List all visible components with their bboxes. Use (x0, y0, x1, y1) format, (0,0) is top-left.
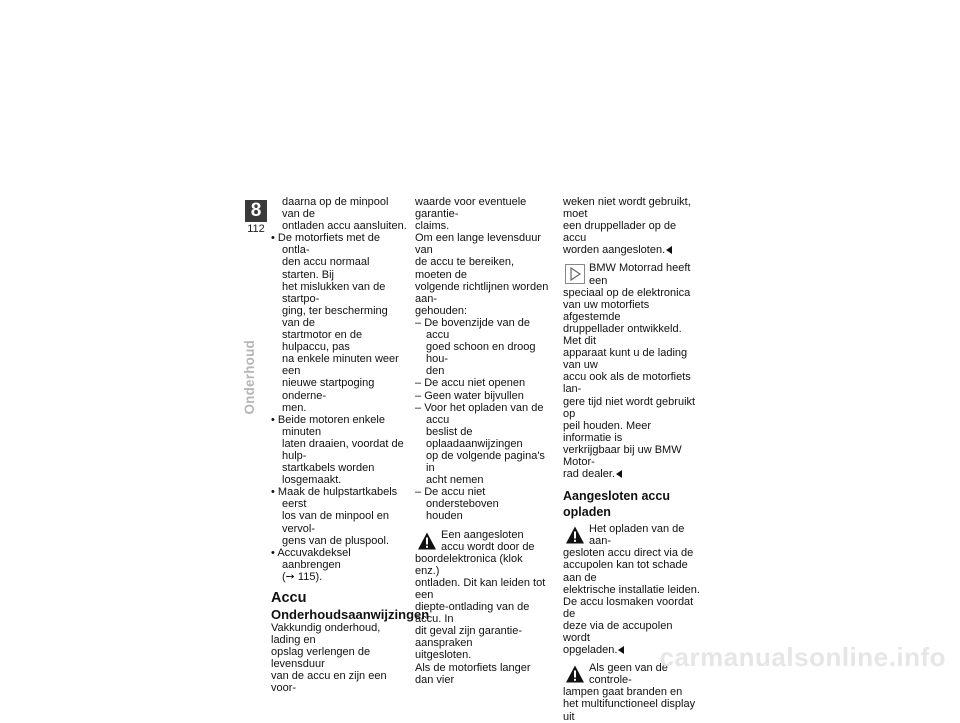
dash-item-cont (415, 341, 550, 377)
text-line: opgeladen. (563, 644, 701, 656)
text-line: • Accuvakdeksel aanbrengen (271, 546, 351, 571)
bullet-item-cont (271, 256, 407, 413)
text-line: goed schoon en droog hou- (426, 341, 536, 366)
text-line: het mislukken van de startpo- (282, 280, 386, 305)
column-2 (415, 196, 550, 686)
bullet-item-cont (271, 571, 407, 583)
text-line: volgende richtlijnen worden aan- (415, 280, 549, 305)
warning-triangle-icon (565, 525, 585, 545)
text-line: peil houden. Meer informatie is (563, 419, 652, 444)
text-line: druppellader ontwikkeld. Met dit (563, 322, 682, 348)
text-line: • Maak de hulpstartkabels eerst (271, 486, 398, 511)
bullet-continuation (271, 196, 407, 232)
page-reference-link[interactable]: (➙ 115). (282, 570, 323, 583)
text-line: Als geen van de controle- (589, 662, 668, 687)
text-line: op de volgende pagina's in (426, 449, 545, 475)
text-line: accupolen kan tot schade aan de (563, 559, 688, 584)
section-tab: Onderhoud (242, 340, 257, 415)
bullet-item-cont (271, 438, 407, 486)
text-line: Vakkundig onderhoud, lading en (271, 622, 381, 647)
text-line: Om een lange levensduur van (415, 232, 541, 257)
text-line: – De accu niet ondersteboven (415, 486, 499, 511)
text-line: van uw motorfiets afgestemde (563, 298, 650, 323)
text-line: gere tijd niet wordt gebruikt op (563, 395, 696, 420)
text-line: de accu te bereiken, moeten de (415, 256, 515, 281)
text-line: den accu normaal starten. Bij (282, 256, 370, 281)
end-of-note-icon (666, 246, 672, 254)
text-line: BMW Motorrad heeft een (589, 262, 691, 287)
text-line: den (426, 365, 445, 378)
text-line: – Geen water bijvullen (415, 389, 524, 402)
text-line: ging, ter bescherming van de (282, 304, 388, 329)
text-line: nieuwe startpoging onderne- (282, 377, 375, 402)
text-line: deze via de accupolen wordt (563, 619, 673, 644)
text-line: diepte-ontlading van de accu. In (415, 601, 530, 626)
dash-item (415, 317, 550, 341)
text-line: ontladen accu aansluiten. (282, 220, 407, 233)
warning-triangle-icon (565, 664, 585, 684)
text-line: gesloten accu direct via de (563, 547, 694, 560)
bullet-item (271, 232, 407, 256)
text-line: uitgesloten. (415, 649, 472, 662)
text-line: ontladen. Dit kan leiden tot een (415, 576, 546, 601)
text-line: houden (426, 510, 463, 523)
page-number: 112 (247, 223, 265, 235)
text-line: rad dealer. (563, 468, 701, 480)
bullet-item-cont (271, 510, 407, 546)
text-line: Het opladen van de aan- (589, 523, 685, 548)
text-line: accu ook als de motorfiets lan- (563, 371, 691, 396)
text-line: claims. (415, 220, 450, 233)
text-line: • De motorfiets met de ontla- (271, 232, 381, 257)
tip-note (563, 262, 701, 298)
text-line: startmotor en de hulpaccu, pas (282, 329, 363, 354)
dash-item-cont (415, 510, 550, 522)
text-line: van de accu en zijn een voor- (271, 670, 387, 695)
text-line: laten draaien, voordat de hulp- (282, 437, 404, 462)
bullet-item (271, 547, 407, 571)
text-line: waarde voor eventuele garantie- (415, 196, 527, 221)
text-line: gehouden: (415, 304, 467, 317)
dash-item-cont (415, 426, 550, 486)
text-line: apparaat kunt u de lading van uw (563, 347, 688, 372)
text-line: boordelektronica (klok enz.) (415, 552, 523, 577)
text-line: verkrijgbaar bij uw BMW Motor- (563, 443, 682, 468)
text-line: het multifunctioneel display uit (563, 698, 696, 723)
text-line: beslist de oplaadaanwijzingen (426, 425, 523, 450)
text-line: – Voor het opladen van de accu (415, 401, 544, 426)
section-heading: Aangesloten accu opladen (563, 489, 670, 520)
text-line: gens van de pluspool. (282, 534, 390, 547)
text-line: dit geval zijn garantie-aanspraken (415, 625, 523, 650)
end-of-note-icon (616, 470, 622, 478)
text-line: Als de motorfiets langer dan vier (415, 661, 531, 686)
text-line: los van de minpool en vervol- (282, 510, 390, 535)
text-line: – De bovenzijde van de accu (415, 316, 530, 342)
subsection-heading: Onderhoudsaanwijzingen (271, 607, 430, 622)
text-line: • Beide motoren enkele minuten (271, 413, 385, 438)
text-line: – De accu niet openen (415, 377, 526, 390)
text-line: startkabels worden losgemaakt. (282, 462, 375, 487)
text-line: worden aangesloten. (563, 244, 701, 256)
dash-item (415, 486, 550, 510)
dash-item (415, 402, 550, 426)
text-line: na enkele minuten weer een (282, 353, 399, 378)
text-line: Een aangesloten (441, 528, 524, 541)
text-line: De accu losmaken voordat de (563, 595, 694, 620)
text-line: men. (282, 401, 307, 414)
text-line: daarna op de minpool van de (282, 196, 389, 221)
text-line: een druppellader op de accu (563, 220, 677, 245)
text-line: opslag verlengen de levensduur (271, 646, 371, 671)
chapter-number-box: 8 (245, 200, 267, 222)
warning-note (563, 523, 701, 559)
dash-item (415, 377, 550, 389)
end-of-note-icon (618, 646, 624, 654)
text-line: elektrische installatie leiden. (563, 583, 700, 596)
dash-item (415, 390, 550, 402)
text-line: lampen gaat branden en (563, 686, 683, 699)
text-line: accu wordt door de (441, 540, 535, 553)
column-1 (271, 196, 430, 695)
bullet-item (271, 486, 407, 510)
watermark: carmanualsonline.info (659, 642, 946, 672)
tip-triangle-icon (565, 264, 585, 284)
warning-triangle-icon (417, 531, 437, 551)
warning-note (415, 529, 550, 553)
text-line: acht nemen (426, 474, 484, 487)
text-line: weken niet wordt gebruikt, moet (563, 196, 691, 221)
section-heading: Accu (271, 590, 307, 606)
bullet-item (271, 414, 407, 438)
text-line: speciaal op de elektronica (563, 286, 691, 299)
